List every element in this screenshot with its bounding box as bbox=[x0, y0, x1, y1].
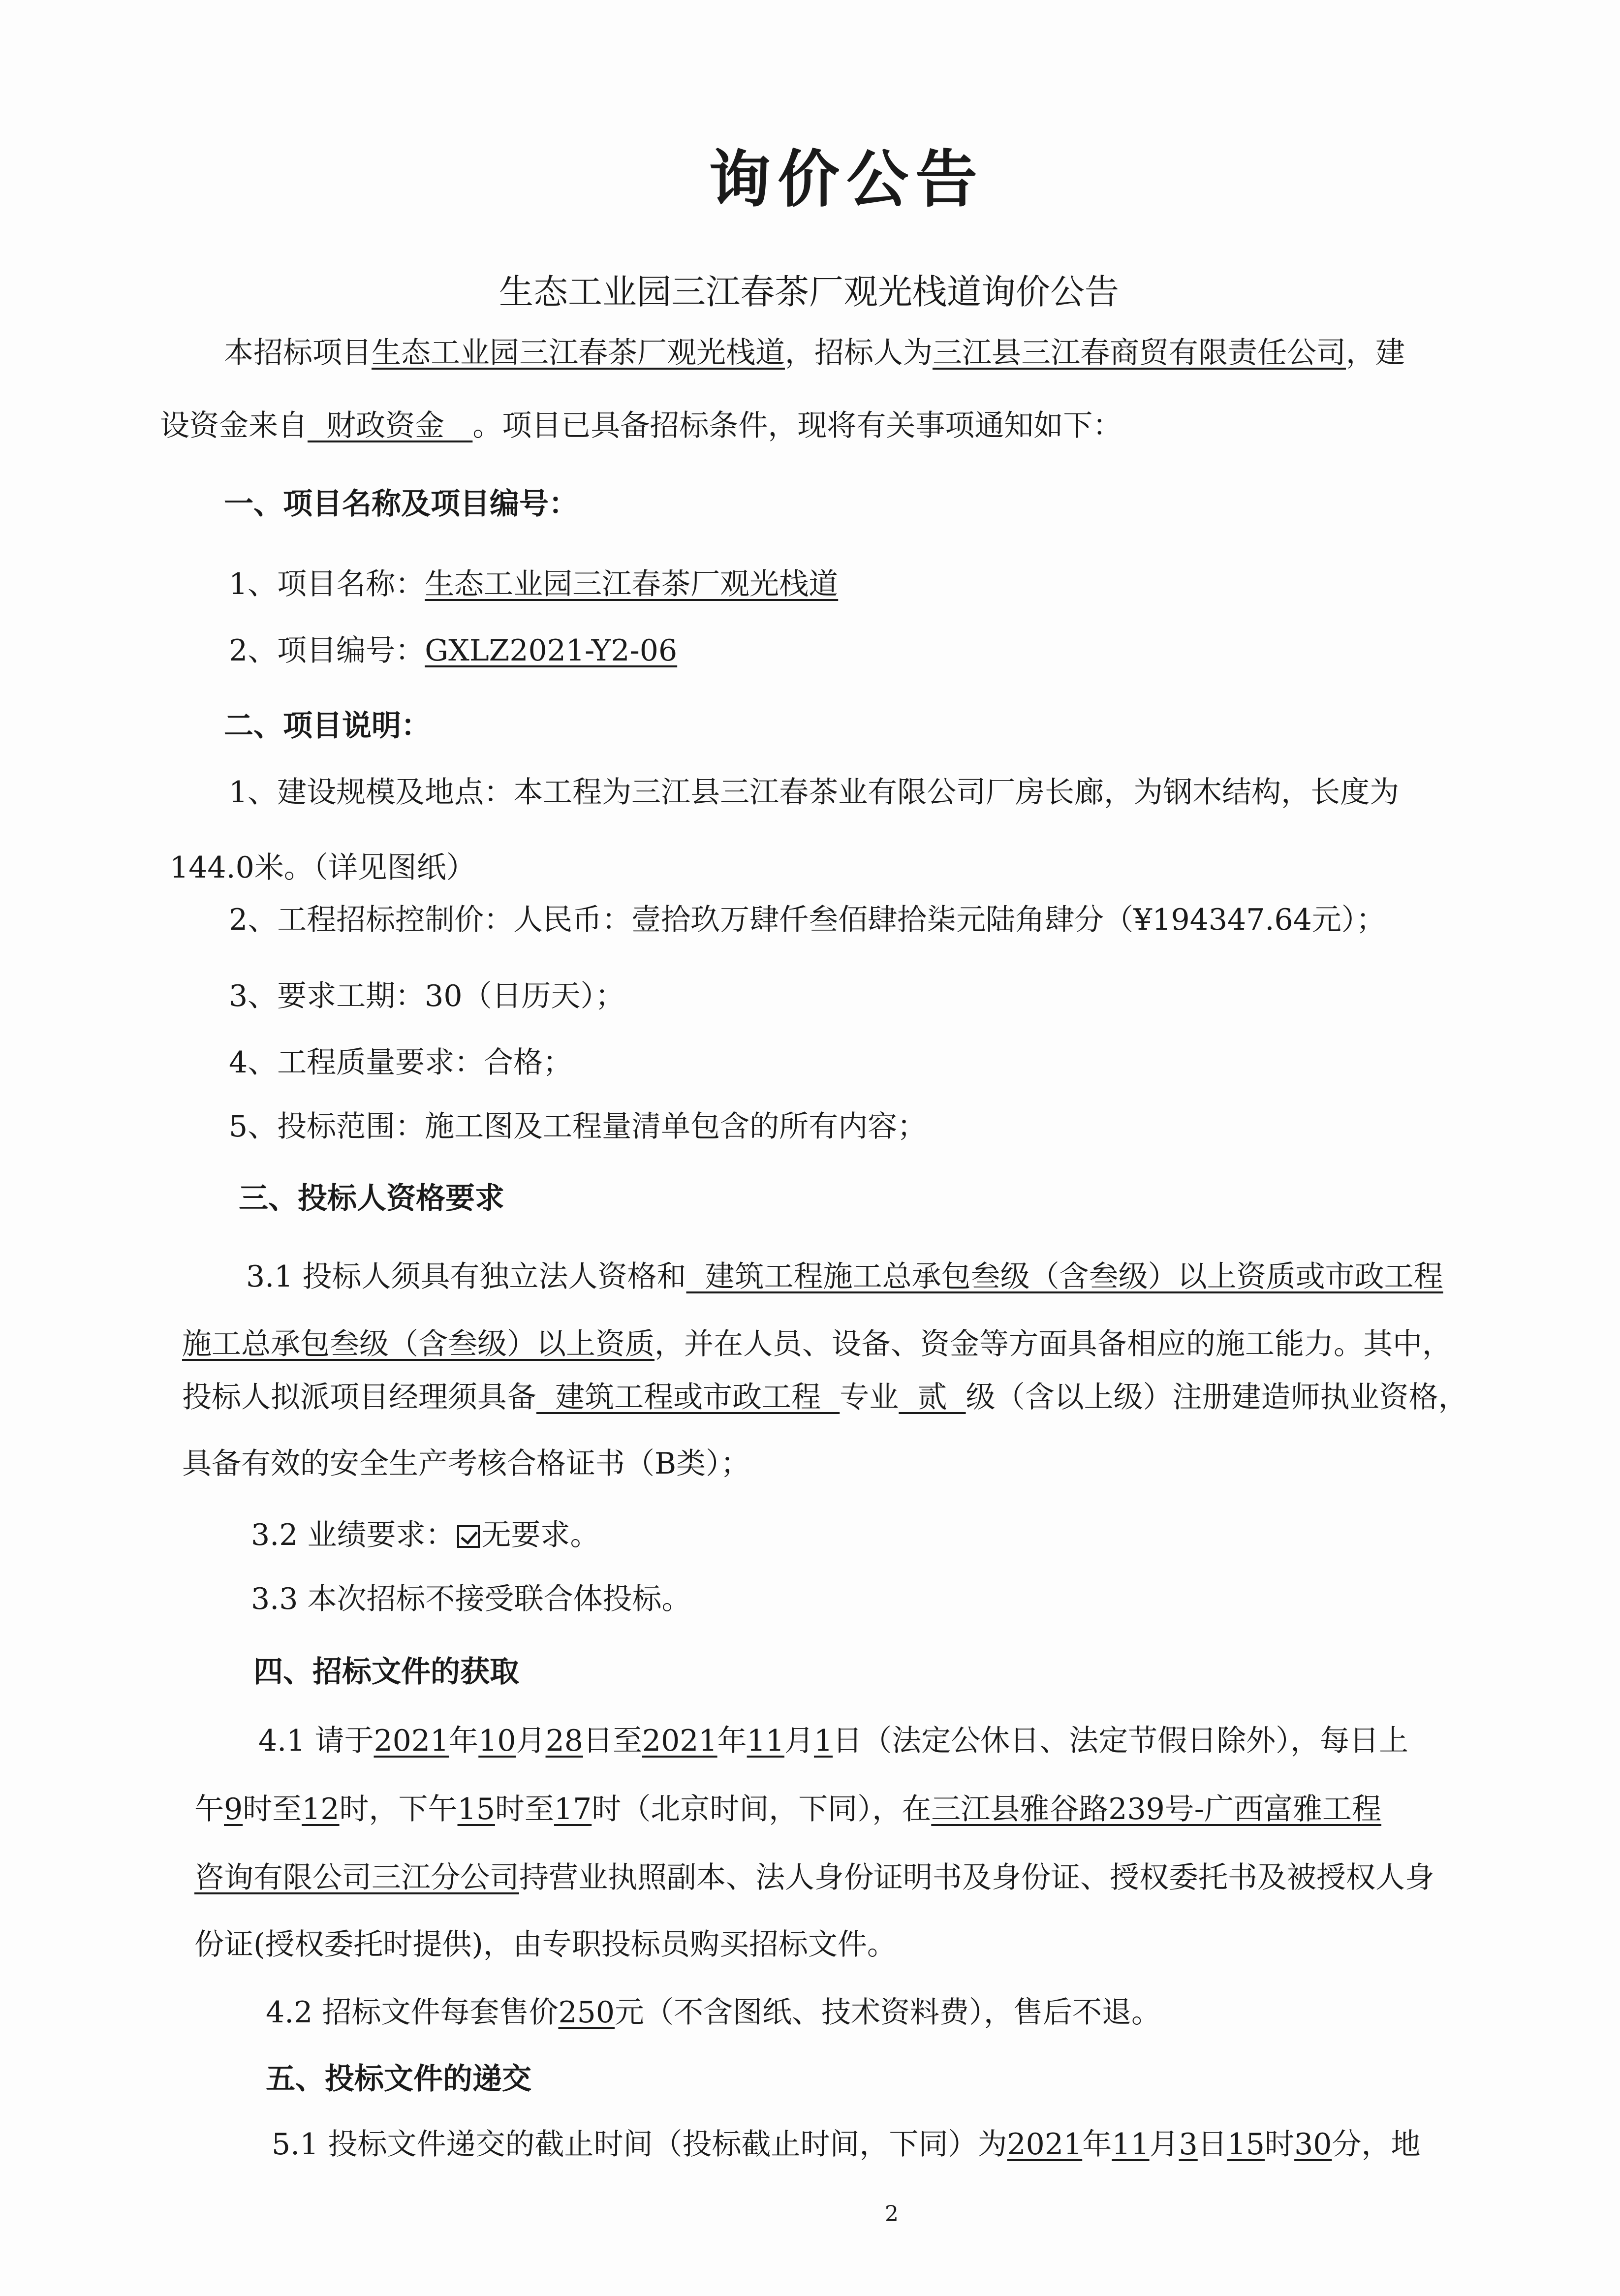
acquisition-address: 三江县雅谷路239号-广西富雅工程 bbox=[931, 1792, 1382, 1826]
submission-deadline-line: 5.1 投标文件递交的截止时间（投标截止时间，下同）为2021年11月3日15时30分，地 bbox=[272, 2127, 1421, 2162]
qualification-line-2: 施工总承包叁级（含叁级）以上资质，并在人员、设备、资金等方面具备相应的施工能力。其中， bbox=[182, 1327, 1452, 1361]
qualification-line-1: 3.1 投标人须具有独立法人资格和 建筑工程施工总承包叁级（含叁级）以上资质或市政工程 bbox=[246, 1259, 1443, 1294]
acquisition-line-3: 咨询有限公司三江分公司持营业执照副本、法人身份证明书及身份证、授权委托书及被授权人身 bbox=[194, 1860, 1434, 1895]
bid-scope-item: 5、投标范围：施工图及工程量清单包含的所有内容； bbox=[229, 1109, 927, 1144]
qualification-line-3: 投标人拟派项目经理须具备 建筑工程或市政工程 专业 贰 级（含以上级）注册建造师执业资格， bbox=[182, 1380, 1468, 1415]
intro-line-2: 设资金来自 财政资金 。项目已具备招标条件，现将有关事项通知如下： bbox=[160, 409, 1122, 443]
performance-requirement: 3.2 业绩要求： 无要求。 bbox=[251, 1518, 600, 1552]
project-code-value: GXLZ2021-Y2-06 bbox=[425, 633, 678, 668]
qualification-line-4: 具备有效的安全生产考核合格证书（B类）； bbox=[182, 1447, 750, 1481]
section-3-heading: 三、投标人资格要求 bbox=[239, 1181, 504, 1216]
page-title: 询价公告 bbox=[709, 143, 984, 216]
project-name-value: 生态工业园三江春茶厂观光栈道 bbox=[425, 567, 839, 601]
acquisition-line-1: 4.1 请于2021年10月28日至2021年11月1日（法定公休日、法定节假日除外），每日上 bbox=[258, 1724, 1409, 1758]
project-code-item: 2、项目编号：GXLZ2021-Y2-06 bbox=[229, 633, 678, 668]
quality-item: 4、工程质量要求：合格； bbox=[229, 1045, 573, 1080]
intro-project-name: 生态工业园三江春茶厂观光栈道 bbox=[372, 336, 785, 370]
section-4-heading: 四、招标文件的获取 bbox=[253, 1655, 519, 1689]
scale-location-line-1: 1、建设规模及地点：本工程为三江县三江春茶业有限公司厂房长廊，为钢木结构，长度为 bbox=[229, 775, 1400, 810]
acquisition-line-2: 午9时至12时，下午15时至17时（北京时间，下同），在三江县雅谷路239号-广西富雅工程 bbox=[194, 1792, 1382, 1826]
section-5-heading: 五、投标文件的递交 bbox=[266, 2062, 531, 2096]
section-2-heading: 二、项目说明： bbox=[224, 709, 431, 743]
project-name-item: 1、项目名称：生态工业园三江春茶厂观光栈道 bbox=[229, 567, 839, 601]
page-subtitle: 生态工业园三江春茶厂观光栈道询价公告 bbox=[499, 272, 1119, 312]
section-1-heading: 一、项目名称及项目编号： bbox=[224, 487, 578, 521]
intro-tenderer: 三江县三江春商贸有限责任公司 bbox=[933, 336, 1346, 370]
intro-line-1: 本招标项目生态工业园三江春茶厂观光栈道，招标人为三江县三江春商贸有限责任公司，建 bbox=[224, 336, 1405, 370]
duration-item: 3、要求工期：30（日历天）； bbox=[229, 979, 625, 1013]
acquisition-line-4: 份证(授权委托时提供)，由专职投标员购买招标文件。 bbox=[194, 1927, 897, 1962]
checked-box-icon bbox=[457, 1525, 480, 1548]
control-price-item: 2、工程招标控制价：人民币：壹拾玖万肆仟叁佰肆拾柒元陆角肆分（¥194347.64元）； bbox=[229, 903, 1386, 937]
joint-bid-note: 3.3 本次招标不接受联合体投标。 bbox=[251, 1582, 691, 1616]
document-price: 4.2 招标文件每套售价250元（不含图纸、技术资料费），售后不退。 bbox=[266, 1995, 1161, 2030]
scale-location-line-2: 144.0米。（详见图纸） bbox=[170, 850, 476, 885]
page-number: 2 bbox=[885, 2202, 899, 2227]
intro-fund-source: 财政资金 bbox=[308, 409, 473, 443]
